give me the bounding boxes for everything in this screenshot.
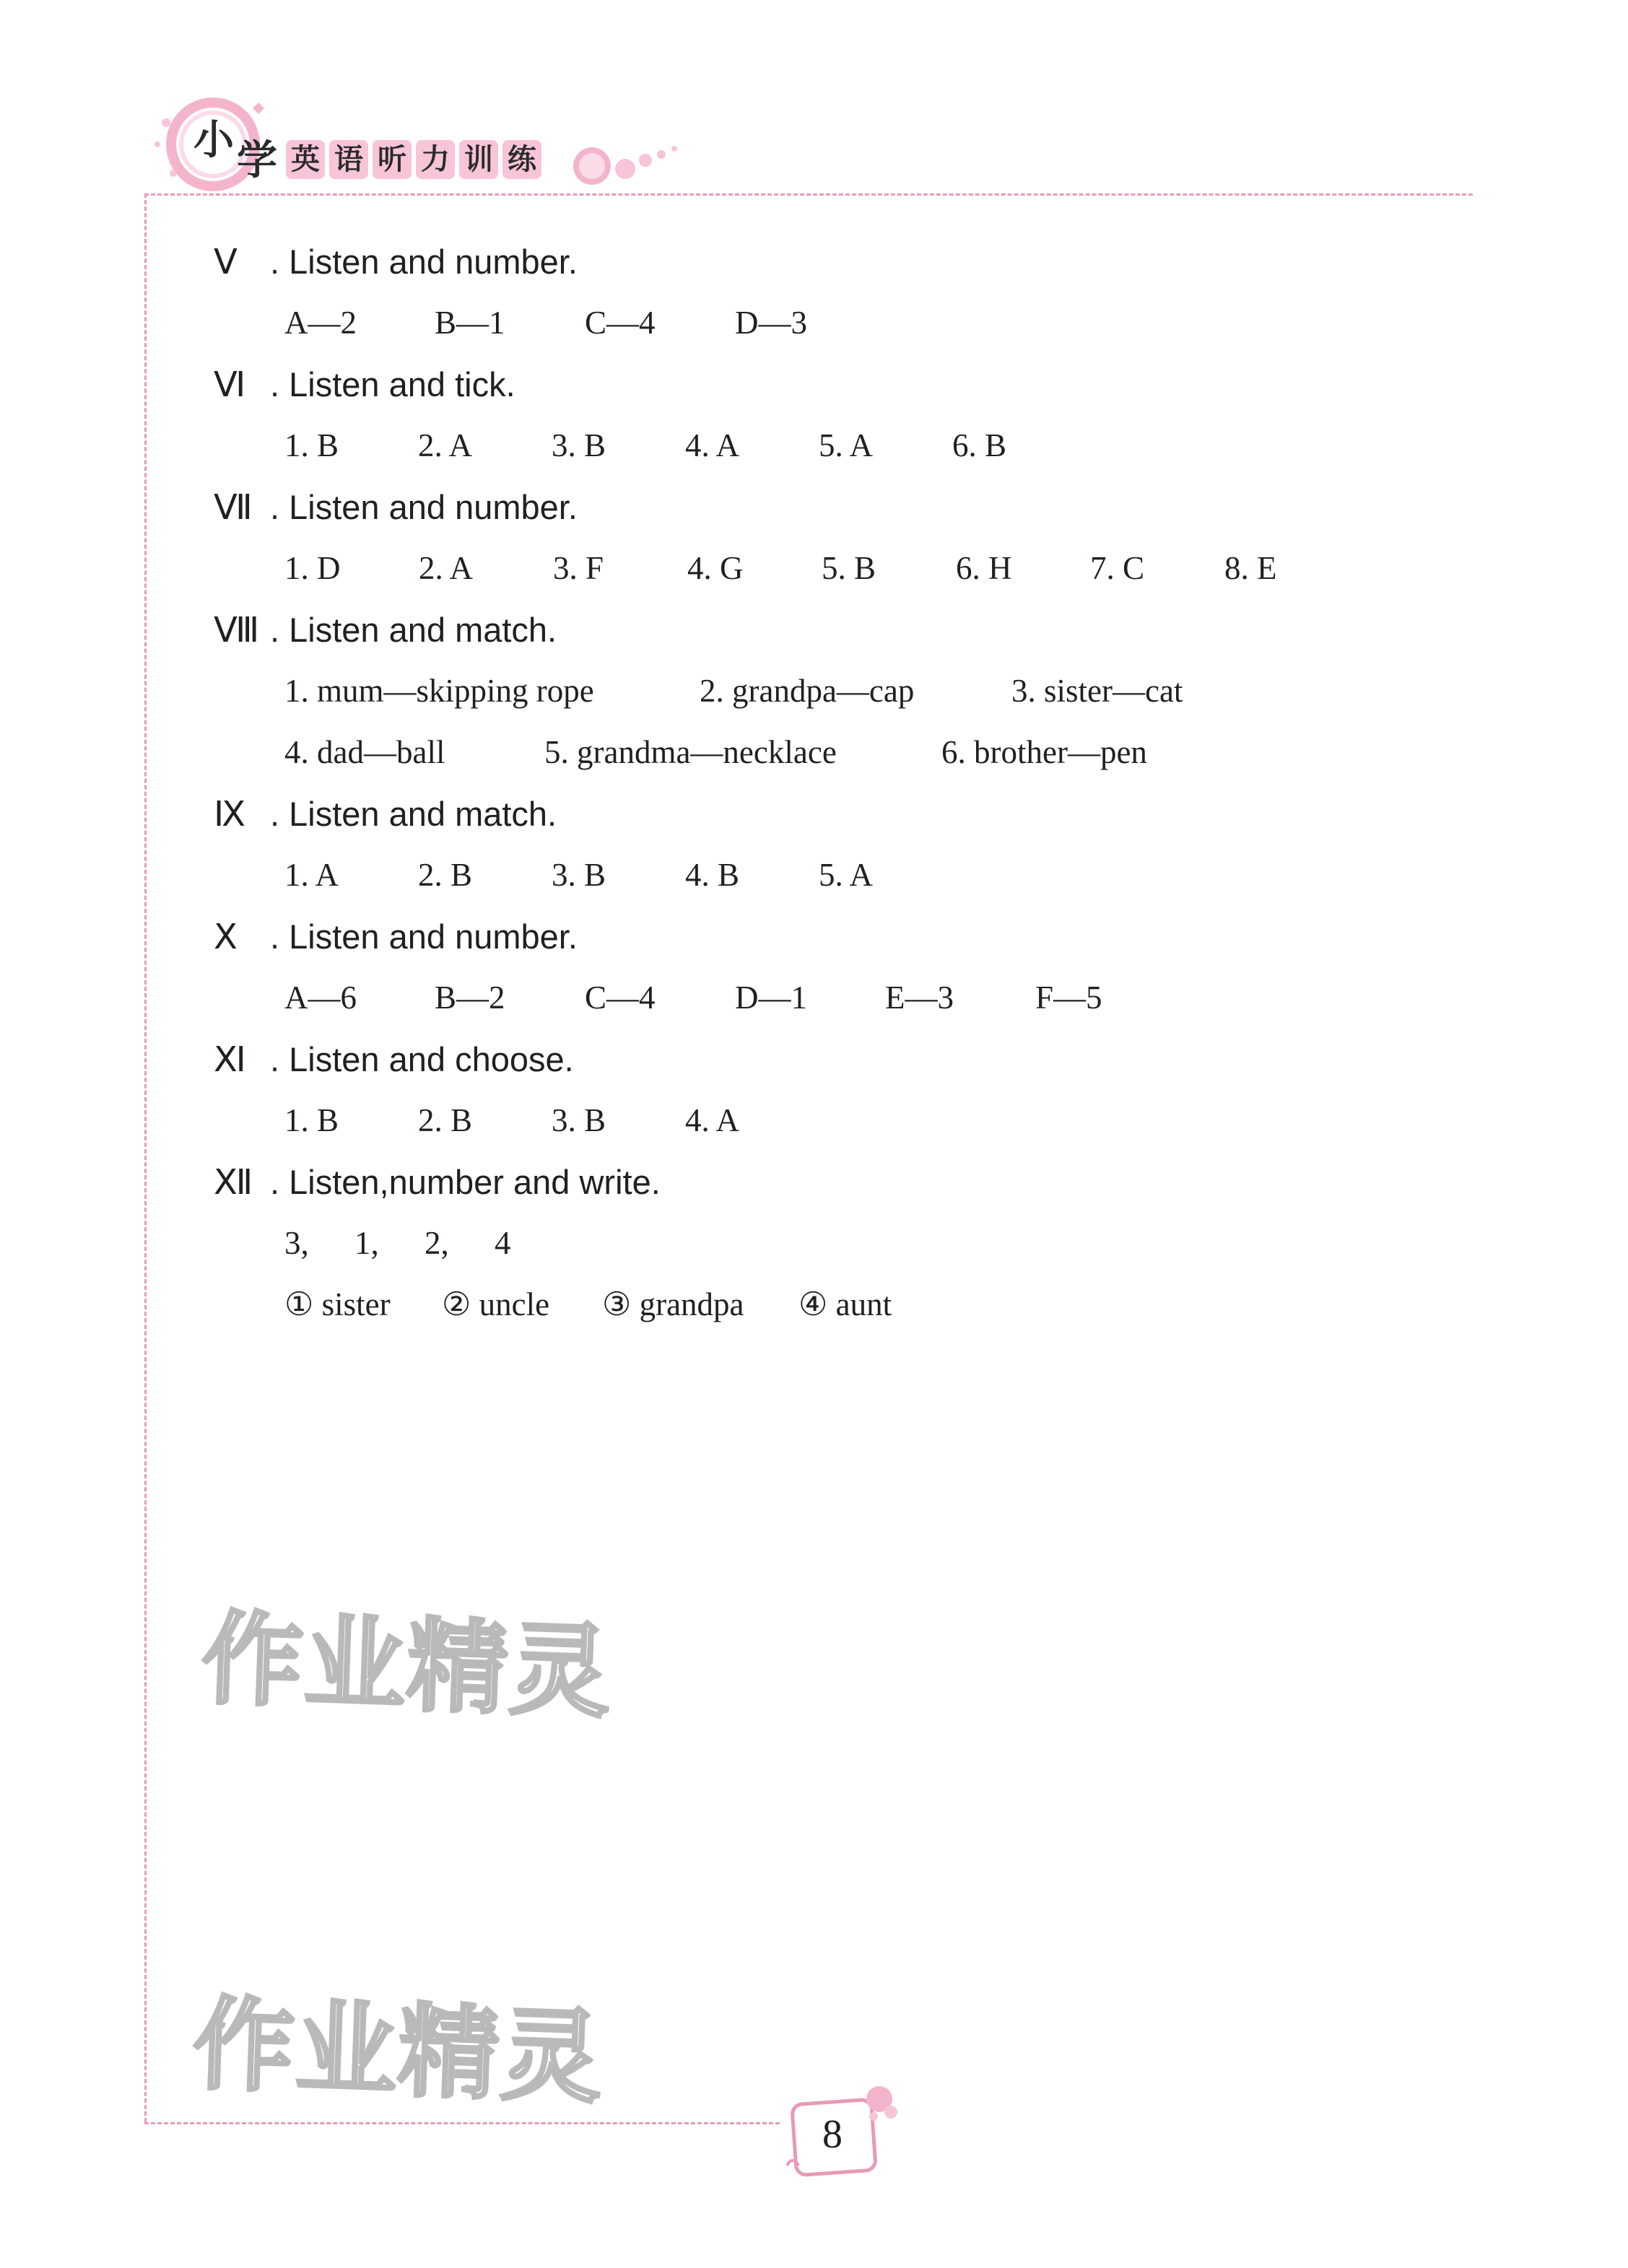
section-7 bbox=[214, 476, 1441, 599]
section-title bbox=[214, 599, 1441, 660]
section-title bbox=[214, 906, 1441, 967]
answer-item: 1. A bbox=[284, 857, 339, 893]
answer-item: 5. grandma—necklace bbox=[544, 734, 837, 770]
answer-item: 2. A bbox=[419, 550, 474, 586]
roman-numeral: Ⅴ bbox=[214, 243, 238, 282]
answer-item: C—4 bbox=[585, 305, 656, 341]
answer-item: B—2 bbox=[435, 980, 505, 1016]
title-char-xue: 学 bbox=[237, 137, 277, 184]
answer-item: 6. H bbox=[956, 550, 1012, 586]
answer-item: A—6 bbox=[284, 980, 357, 1016]
answer-item: 2. B bbox=[418, 857, 473, 893]
title-char-xiao: 小 bbox=[193, 117, 234, 164]
answer-item: 2, bbox=[425, 1225, 449, 1261]
answer-item: 6. brother—pen bbox=[941, 734, 1147, 770]
roman-numeral: Ⅵ bbox=[214, 366, 246, 404]
answer-item: 4. A bbox=[685, 1102, 740, 1138]
title-boxes bbox=[286, 140, 541, 179]
title-char: 英 bbox=[286, 140, 325, 179]
answer-item: E—3 bbox=[885, 980, 954, 1016]
answer-item: 3. F bbox=[553, 550, 604, 586]
section-instruction: . Listen and tick. bbox=[270, 365, 515, 404]
answer-item: 4 bbox=[495, 1225, 511, 1261]
answer-item: 3. B bbox=[552, 857, 606, 893]
watermark: 作业精灵 bbox=[191, 1986, 606, 2118]
answer-row bbox=[214, 415, 1441, 476]
answer-row bbox=[214, 722, 1441, 783]
answer-item: A—2 bbox=[284, 305, 357, 341]
answer-item: 5. A bbox=[819, 427, 874, 463]
section-instruction: . Listen and match. bbox=[270, 611, 557, 649]
answer-key bbox=[214, 231, 1441, 1335]
dashed-border-bottom bbox=[144, 2122, 780, 2124]
answer-item: D—1 bbox=[735, 980, 807, 1016]
book-header bbox=[144, 94, 693, 195]
answer-item: ② uncle bbox=[442, 1286, 550, 1322]
section-5 bbox=[214, 231, 1441, 354]
section-title bbox=[214, 1151, 1441, 1213]
answer-item: 8. E bbox=[1224, 550, 1277, 586]
answer-item: 5. A bbox=[819, 857, 874, 893]
answer-item: B—1 bbox=[435, 305, 505, 341]
answer-item: 4. dad—ball bbox=[284, 734, 445, 770]
answer-item: 2. grandpa—cap bbox=[700, 673, 915, 709]
answer-row bbox=[214, 292, 1441, 354]
answer-item: D—3 bbox=[735, 305, 807, 341]
watermark: 作业精灵 bbox=[199, 1600, 614, 1732]
answer-item: 4. G bbox=[687, 550, 744, 586]
answer-row bbox=[214, 967, 1441, 1029]
bubbles-icon bbox=[570, 136, 686, 193]
answer-item: 1. D bbox=[284, 550, 341, 586]
title-char: 听 bbox=[373, 140, 412, 179]
section-title bbox=[214, 231, 1441, 292]
section-title bbox=[214, 354, 1441, 415]
title-char: 训 bbox=[459, 140, 498, 179]
section-title bbox=[214, 476, 1441, 538]
roman-numeral: Ⅶ bbox=[214, 489, 253, 527]
page-number: 8 bbox=[822, 2112, 843, 2157]
answer-row bbox=[214, 845, 1441, 906]
answer-item: 1. B bbox=[284, 427, 339, 463]
section-instruction: . Listen and choose. bbox=[270, 1040, 574, 1078]
answer-item: 3. sister—cat bbox=[1011, 673, 1183, 709]
section-instruction: . Listen and number. bbox=[270, 488, 578, 526]
answer-item: 2. B bbox=[418, 1102, 473, 1138]
roman-numeral: Ⅺ bbox=[214, 1041, 246, 1079]
section-title bbox=[214, 783, 1441, 845]
roman-numeral: Ⅻ bbox=[214, 1164, 253, 1202]
section-11 bbox=[214, 1029, 1441, 1151]
title-char: 语 bbox=[329, 140, 368, 179]
answer-item: 3, bbox=[284, 1225, 309, 1261]
roman-numeral: Ⅷ bbox=[214, 611, 260, 650]
answer-item: ③ grandpa bbox=[602, 1286, 744, 1322]
answer-item: 4. B bbox=[685, 857, 740, 893]
section-8 bbox=[214, 599, 1441, 783]
answer-row bbox=[214, 1274, 1441, 1335]
answer-item: 6. B bbox=[952, 427, 1007, 463]
answer-item: 5. B bbox=[822, 550, 876, 586]
answer-item: F—5 bbox=[1035, 980, 1102, 1016]
answer-item: 3. B bbox=[552, 1102, 606, 1138]
answer-item: 7. C bbox=[1090, 550, 1145, 586]
dashed-border-left bbox=[144, 193, 147, 2122]
roman-numeral: Ⅸ bbox=[214, 795, 246, 834]
section-6 bbox=[214, 354, 1441, 476]
answer-row bbox=[214, 1090, 1441, 1151]
title-char: 练 bbox=[502, 140, 541, 179]
answer-item: C—4 bbox=[585, 980, 656, 1016]
answer-row bbox=[214, 660, 1441, 722]
roman-numeral: Ⅹ bbox=[214, 918, 238, 956]
answer-item: 2. A bbox=[418, 427, 473, 463]
answer-item: ① sister bbox=[284, 1286, 391, 1322]
answer-item: 1. mum—skipping rope bbox=[284, 673, 594, 709]
answer-item: 4. A bbox=[685, 427, 740, 463]
section-instruction: . Listen and match. bbox=[270, 795, 557, 833]
section-instruction: . Listen and number. bbox=[270, 243, 578, 281]
section-10 bbox=[214, 906, 1441, 1029]
title-char: 力 bbox=[416, 140, 455, 179]
answer-item: 3. B bbox=[552, 427, 606, 463]
answer-row bbox=[214, 538, 1441, 599]
answer-row bbox=[214, 1213, 1441, 1274]
section-9 bbox=[214, 783, 1441, 906]
section-instruction: . Listen and number. bbox=[270, 917, 578, 956]
section-instruction: . Listen,number and write. bbox=[270, 1163, 661, 1201]
answer-item: ④ aunt bbox=[798, 1286, 892, 1322]
section-12 bbox=[214, 1151, 1441, 1335]
section-title bbox=[214, 1029, 1441, 1090]
answer-item: 1, bbox=[354, 1225, 379, 1261]
dashed-border-top bbox=[144, 193, 1473, 196]
answer-item: 1. B bbox=[284, 1102, 339, 1138]
